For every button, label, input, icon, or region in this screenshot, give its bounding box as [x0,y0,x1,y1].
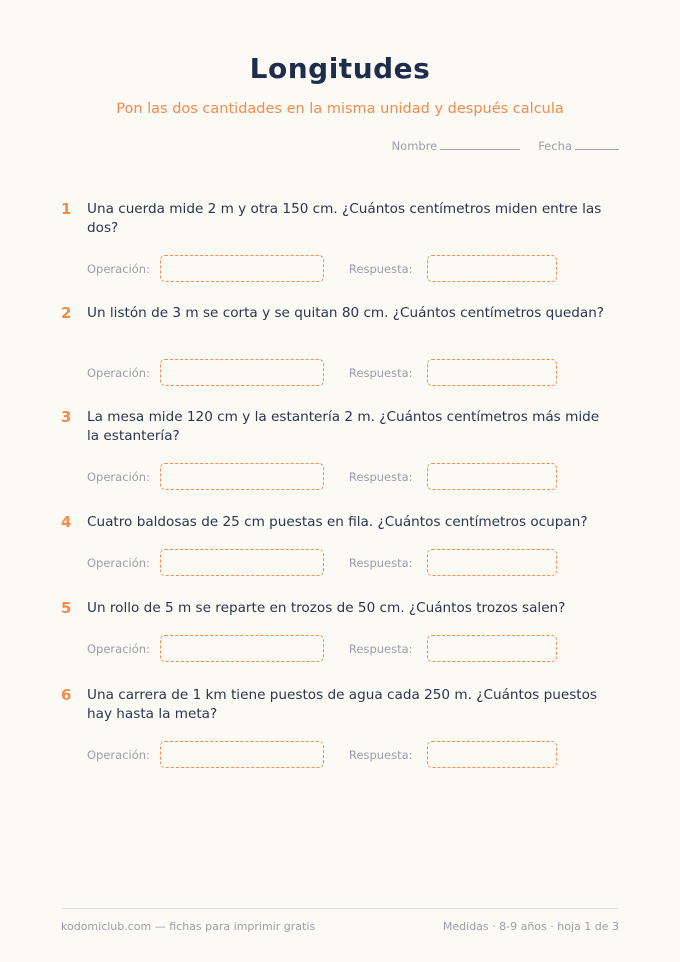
problem-number: 3 [61,408,72,426]
problem-number: 6 [61,686,72,704]
problem-text: La mesa mide 120 cm y la estantería 2 m. ¿Cuántos centímetros más mide la estantería? [87,409,600,444]
page-title: Longitudes [249,52,431,85]
answer-row [87,635,557,662]
problem-number: 1 [61,200,72,218]
operation-box[interactable] [160,463,324,490]
problem-text: Una cuerda mide 2 m y otra 150 cm. ¿Cuántos centímetros miden entre las dos? [87,201,602,236]
answer-row [87,741,557,768]
operation-label: Operación: [87,469,150,484]
problem-number: 4 [61,513,72,531]
date-line [575,139,619,150]
answer-label: Respuesta: [348,469,413,484]
answer-label: Respuesta: [348,747,413,762]
problem-1 [61,200,621,276]
operation-box[interactable] [160,255,324,282]
problem-number: 2 [61,304,72,322]
page-subtitle: Pon las dos cantidades en la misma unidad y después calcula [116,101,564,117]
answer-row [87,359,557,386]
problem-2 [61,304,621,380]
answer-box[interactable] [427,255,557,282]
operation-box[interactable] [160,635,324,662]
operation-box[interactable] [160,549,324,576]
operation-label: Operación: [87,261,150,276]
answer-row [87,463,557,490]
answer-label: Respuesta: [348,641,413,656]
problem-4 [61,513,621,570]
operation-label: Operación: [87,365,150,380]
problem-text: Un rollo de 5 m se reparte en trozos de 50 cm. ¿Cuántos trozos salen? [87,600,566,616]
answer-label: Respuesta: [348,261,413,276]
answer-row [87,255,557,282]
operation-label: Operación: [87,747,150,762]
problem-text: Un listón de 3 m se corta y se quitan 80 cm. ¿Cuántos centímetros quedan? [87,305,605,321]
name-line [440,139,520,150]
operation-label: Operación: [87,555,150,570]
answer-box[interactable] [427,463,557,490]
problem-3 [61,408,621,484]
problem-5 [61,599,621,656]
answer-row [87,549,557,576]
footer-divider [61,908,619,909]
footer-site: kodomiclub.com — fichas para imprimir gratis [61,920,316,933]
answer-label: Respuesta: [348,365,413,380]
operation-box[interactable] [160,741,324,768]
name-date-row [392,139,619,153]
answer-box[interactable] [427,635,557,662]
problem-number: 5 [61,599,72,617]
footer-sheet-info: Medidas · 8-9 años · hoja 1 de 3 [442,920,619,933]
name-field[interactable] [392,139,521,153]
problem-text: Cuatro baldosas de 25 cm puestas en fila. ¿Cuántos centímetros ocupan? [87,514,588,530]
date-label: Fecha [538,139,572,153]
name-label: Nombre [391,139,438,153]
answer-box[interactable] [427,359,557,386]
problem-text: Una carrera de 1 km tiene puestos de agua cada 250 m. ¿Cuántos puestos hay hasta la meta? [87,687,598,722]
answer-box[interactable] [427,549,557,576]
answer-label: Respuesta: [348,555,413,570]
answer-box[interactable] [427,741,557,768]
operation-label: Operación: [87,641,150,656]
problem-6 [61,686,621,762]
date-field[interactable] [538,139,619,153]
operation-box[interactable] [160,359,324,386]
